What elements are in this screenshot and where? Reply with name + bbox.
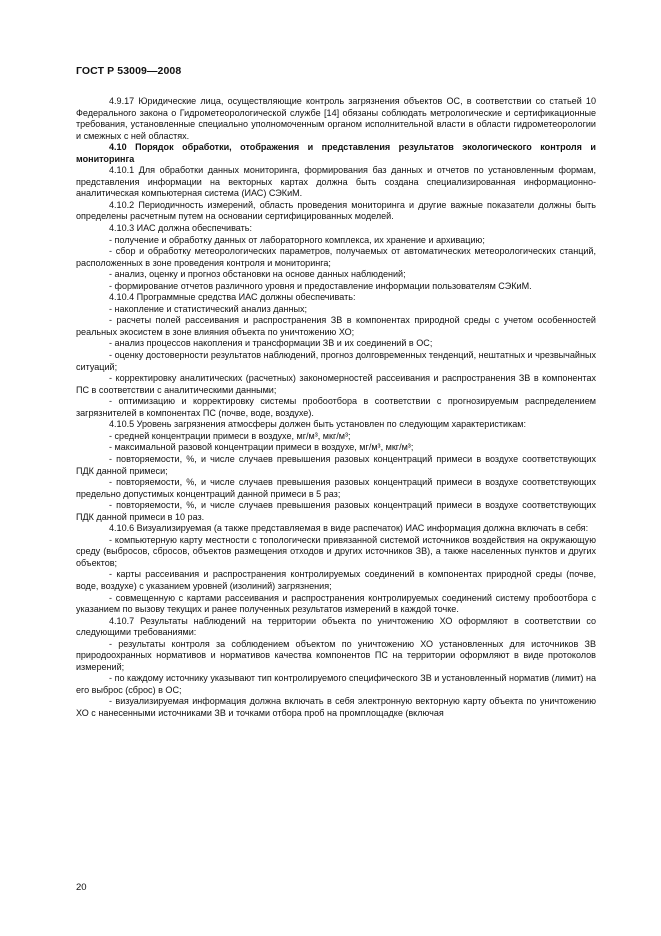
list-item: - повторяемости, %, и числе случаев превышения разовых концентраций примеси в воздухе соответствующих ПДК данной примеси; — [76, 453, 596, 476]
paragraph-4-10-6: 4.10.6 Визуализируемая (а также представляемая в виде распечаток) ИАС информация должна включать в себя: — [109, 523, 589, 534]
paragraph-4-9-17: 4.9.17 Юридические лица, осуществляющие контроль загрязнения объектов ОС, в соответствии со статьей 10 Федерального закона о Гидрометеорологической службе [14] обязаны соблюдать метрологические и сертификационные требования, установленные специально уполномоченным органом исполнительной власти в области гидрометеорологии и смежных с ней областях. — [76, 96, 596, 141]
list-item: - расчеты полей рассеивания и распространения ЗВ в компонентах природной среды с учетом особенностей реальных экосистем в зоне влияния объекта по уничтожению ХО; — [76, 315, 596, 337]
list-item: - анализ, оценку и прогноз обстановки на основе данных наблюдений; — [109, 269, 406, 280]
page-number: 20 — [76, 882, 87, 893]
paragraph-4-10-7: 4.10.7 Результаты наблюдений на территории объекта по уничтожению ХО оформляют в соответствии со следующими требованиями: — [76, 615, 596, 638]
list-item: - анализ процессов накопления и трансформации ЗВ и их соединений в ОС; — [109, 338, 433, 349]
list-item: - формирование отчетов различного уровня и предоставление информации пользователям СЭКиМ. — [109, 280, 532, 291]
list-item: - получение и обработку данных от лабораторного комплекса, их хранение и архивацию; — [109, 234, 485, 245]
document-header: ГОСТ Р 53009—2008 — [76, 65, 182, 77]
paragraph-4-10-2: 4.10.2 Периодичность измерений, область проведения мониторинга и другие важные показатели должны быть определены расчетным путем на основании сертифицированных моделей. — [76, 199, 596, 222]
list-item: - повторяемости, %, и числе случаев превышения разовых концентраций примеси в воздухе соответствующих предельно допустимых концентраций данной примеси в 5 раз; — [76, 477, 596, 499]
paragraph-4-10-4: 4.10.4 Программные средства ИАС должны обеспечивать: — [109, 292, 356, 303]
list-item: - оптимизацию и корректировку системы пробоотбора в соответствии с прогнозируемым распределением загрязнителей в компонентах ПС (почве, воде, воздухе). — [76, 396, 596, 418]
section-title-4-10: 4.10 Порядок обработки, отображения и представления результатов экологического контроля и мониторинга — [76, 142, 596, 164]
list-item: - карты рассеивания и распространения контролируемых соединений в компонентах природной среды (почве, воде, воздухе) с указанием уровней (изолиний) загрязнения; — [76, 569, 596, 591]
list-item: - сбор и обработку метеорологических параметров, получаемых от автоматических метеорологических станций, расположенных в зоне проведения контроля и мониторинга; — [76, 246, 596, 268]
list-item: - средней концентрации примеси в воздухе, мг/м³, мкг/м³; — [109, 430, 351, 441]
list-item: - корректировку аналитических (расчетных) закономерностей рассеивания и распространения ЗВ в компонентах ПС в соответствии с аналитическими данными; — [76, 373, 596, 395]
list-item: - результаты контроля за соблюдением объектом по уничтожению ХО установленных для источников ЗВ природоохранных нормативов и нормативов качества компонентов ПС на территории оформляют в виде протоколов измерений; — [76, 638, 596, 672]
paragraph-4-10-1: 4.10.1 Для обработки данных мониторинга, формирования баз данных и отчетов по установленным формам, представления информации на векторных картах должна быть создана специализированная информационно-аналитическая компьютерная система (ИАС) СЭКиМ. — [76, 165, 596, 199]
document-body — [76, 96, 596, 720]
list-item: - компьютерную карту местности с топологически привязанной системой источников воздействия на окружающую среду (выбросов, сбросов, объектов размещения отходов и других источников ЗВ), а также населенных пунктов и других объектов; — [76, 534, 596, 568]
paragraph-4-10-3: 4.10.3 ИАС должна обеспечивать: — [109, 223, 253, 234]
list-item: - оценку достоверности результатов наблюдений, прогноз долговременных тенденций, нештатных и чрезвычайных ситуаций; — [76, 350, 596, 372]
list-item: - накопление и статистический анализ данных; — [109, 303, 308, 314]
paragraph-4-10-5: 4.10.5 Уровень загрязнения атмосферы должен быть установлен по следующим характеристикам: — [109, 419, 527, 430]
list-item: - визуализируемая информация должна включать в себя электронную векторную карту объекта по уничтожению ХО с нанесенными источниками ЗВ и точками отбора проб на промплощадке (включая — [76, 696, 596, 718]
list-item: - совмещенную с картами рассеивания и распространения контролируемых соединений систему пробоотбора с указанием по вызову текущих и ранее полученных результатов измерений в каждой точке. — [76, 592, 596, 615]
list-item: - по каждому источнику указывают тип контролируемого специфического ЗВ и установленный норматив (лимит) на его выброс (сброс) в ОС; — [76, 673, 596, 695]
list-item: - максимальной разовой концентрации примеси в воздухе, мг/м³, мкг/м³; — [109, 442, 414, 453]
list-item: - повторяемости, %, и числе случаев превышения разовых концентраций примеси в воздухе соответствующих ПДК данной примеси в 10 раз. — [76, 500, 596, 522]
